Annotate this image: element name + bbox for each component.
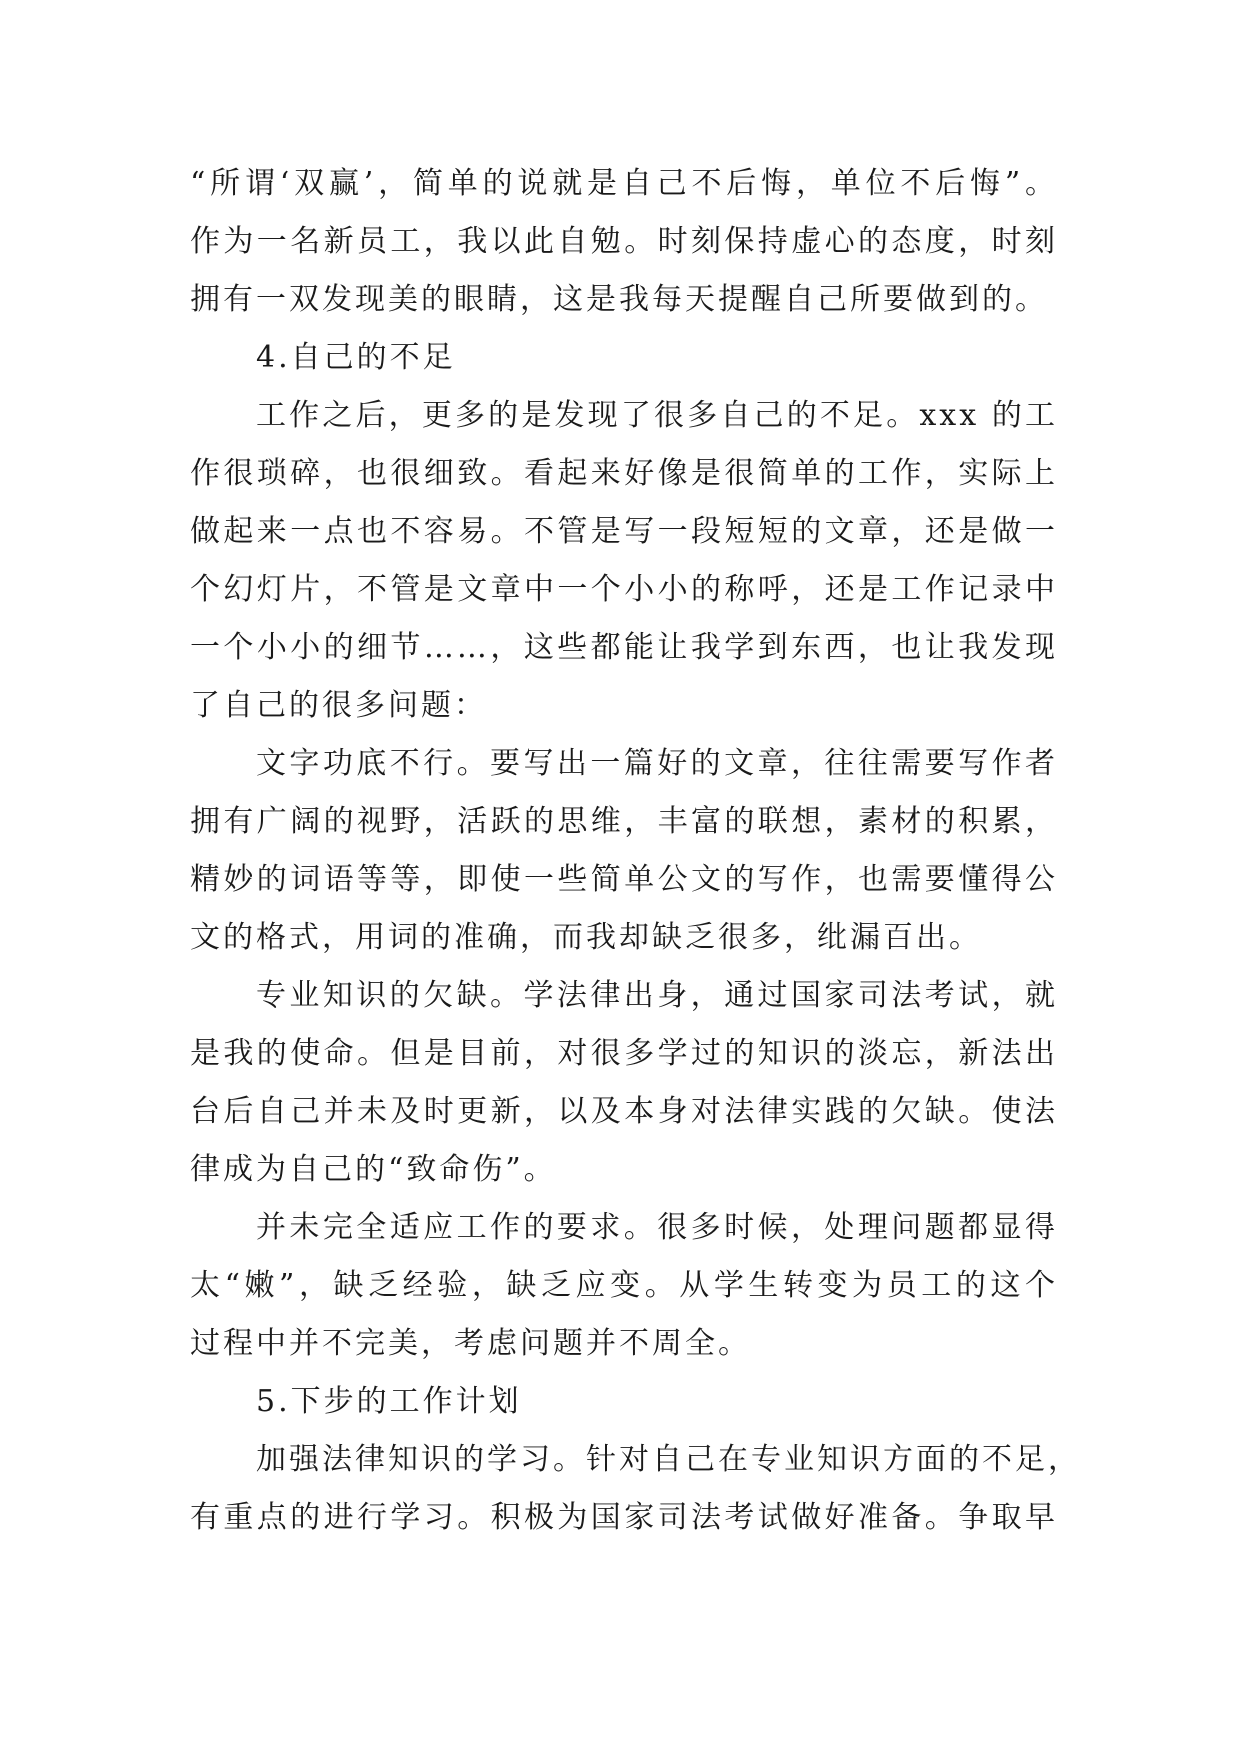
text-line: 工作之后，更多的是发现了很多自己的不足。xxx 的工 [256, 398, 1058, 433]
text-line: 专业知识的欠缺。学法律出身，通过国家司法考试，就 [256, 978, 1058, 1013]
text-line: 作为一名新员工，我以此自勉。时刻保持虚心的态度，时刻 [190, 224, 1058, 259]
text-line: 拥有广阔的视野，活跃的思维，丰富的联想，素材的积累， [190, 804, 1058, 839]
paragraph [190, 387, 1058, 735]
text-line: 有重点的进行学习。积极为国家司法考试做好准备。争取早 [190, 1500, 1058, 1535]
text-line: 律成为自己的“致命伤”。 [190, 1152, 557, 1187]
text-line: 个幻灯片，不管是文章中一个小小的称呼，还是工作记录中 [190, 572, 1058, 607]
paragraph [190, 967, 1058, 1199]
text-line: 并未完全适应工作的要求。很多时候，处理问题都显得 [256, 1210, 1058, 1245]
text-line: 精妙的词语等等，即使一些简单公文的写作，也需要懂得公 [190, 862, 1058, 897]
text-line: 是我的使命。但是目前，对很多学过的知识的淡忘，新法出 [190, 1036, 1058, 1071]
text-line: 太“嫩”，缺乏经验，缺乏应变。从学生转变为员工的这个 [190, 1268, 1058, 1303]
paragraph [190, 1199, 1058, 1373]
text-line: 文字功底不行。要写出一篇好的文章，往往需要写作者 [256, 746, 1058, 781]
text-line: 了自己的很多问题： [190, 688, 487, 723]
heading-text: 5.下步的工作计划 [256, 1384, 522, 1419]
document-body [190, 155, 1081, 1547]
text-line: 作很琐碎，也很细致。看起来好像是很简单的工作，实际上 [190, 456, 1058, 491]
text-line: 台后自己并未及时更新，以及本身对法律实践的欠缺。使法 [190, 1094, 1058, 1129]
paragraph [190, 1431, 1081, 1547]
text-line: 过程中并不完美，考虑问题并不周全。 [190, 1326, 751, 1361]
text-line: 文的格式，用词的准确，而我却缺乏很多，纰漏百出。 [190, 920, 982, 955]
section-heading [190, 1373, 1058, 1431]
text-line: 拥有一双发现美的眼睛，这是我每天提醒自己所要做到的。 [190, 282, 1048, 317]
text-line: 一个小小的细节……，这些都能让我学到东西，也让我发现 [190, 630, 1058, 665]
text-line: 加强法律知识的学习。针对自己在专业知识方面的不足， [256, 1442, 1081, 1477]
section-heading [190, 329, 1058, 387]
paragraph [190, 155, 1058, 329]
text-line: “所谓‘双赢’，简单的说就是自己不后悔，单位不后悔”。 [190, 166, 1058, 201]
text-line: 做起来一点也不容易。不管是写一段短短的文章，还是做一 [190, 514, 1058, 549]
heading-text: 4.自己的不足 [256, 340, 456, 375]
paragraph [190, 735, 1058, 967]
